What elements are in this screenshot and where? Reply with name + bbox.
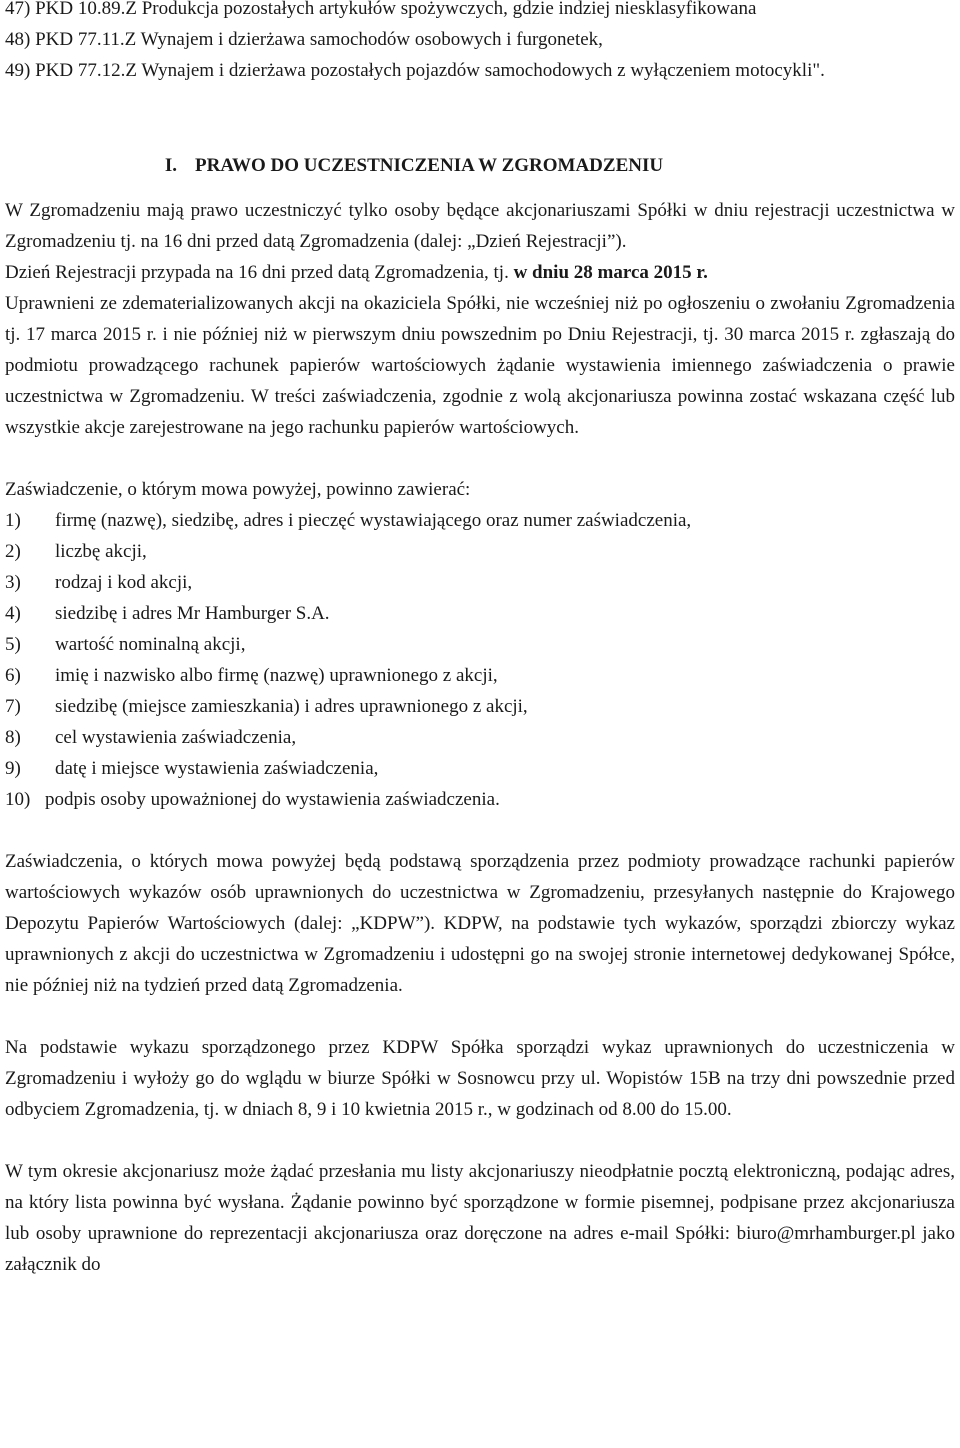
list-item-text: liczbę akcji,: [55, 541, 147, 562]
list-item-text: rodzaj i kod akcji,: [55, 572, 193, 593]
paragraph-certificate-request: Uprawnieni ze zdematerializowanych akcji na okaziciela Spółki, nie wcześniej niż po ogłoszeniu o zwołaniu Zgromadzenia tj. 17 marca 2015 r. i nie później niż w pierwszym dniu powszednim po Dniu Rejestracji, tj. 30 marca 2015 r. zgłaszają do podmiotu prowadzącego rachunek papierów wartościowych żądanie wystawienia imiennego zaświadczenia o prawie uczestnictwa w Zgromadzeniu. W treści zaświadczenia, zgodnie z wolą akcjonariusza powinna zostać wskazana część lub wszystkie akcje zarejestrowane na jego rachunku papierów wartościowych.: [5, 293, 955, 438]
list-item: [5, 598, 955, 629]
list-item-text: siedzibę (miejsce zamieszkania) i adres uprawnionego z akcji,: [55, 696, 528, 717]
section-title: PRAWO DO UCZESTNICZENIA W ZGROMADZENIU: [195, 155, 664, 176]
pkd-line-47: 47) PKD 10.89.Z Produkcja pozostałych artykułów spożywczych, gdzie indziej niesklasyfikowana: [5, 0, 757, 19]
paragraph-registration-day: [5, 257, 955, 288]
certificate-contents-intro: Zaświadczenie, o którym mowa powyżej, powinno zawierać:: [5, 479, 471, 500]
list-item: [5, 660, 955, 691]
registration-day-text: Dzień Rejestracji przypada na 16 dni przed datą Zgromadzenia, tj.: [5, 262, 514, 283]
list-item-number: 6): [5, 665, 21, 686]
document-page: [5, 0, 955, 1280]
list-item: [5, 784, 955, 815]
list-item-number: 7): [5, 696, 21, 717]
list-item: [5, 567, 955, 598]
paragraph-shareholder-list: Na podstawie wykazu sporządzonego przez KDPW Spółka sporządzi wykaz uprawnionych do uczestniczenia w Zgromadzeniu i wyłoży go do wglądu w biurze Spółki w Sosnowcu przy ul. Wopistów 15B na trzy dni powszednie przed odbyciem Zgromadzenia, tj. w dniach 8, 9 i 10 kwietnia 2015 r., w godzinach od 8.00 do 15.00.: [5, 1037, 955, 1120]
list-item-number: 8): [5, 727, 21, 748]
registration-day-date: w dniu 28 marca 2015 r.: [513, 262, 708, 283]
list-item-number: 5): [5, 634, 21, 655]
list-item: [5, 536, 955, 567]
list-item: [5, 629, 955, 660]
list-item-text: cel wystawienia zaświadczenia,: [55, 727, 297, 748]
list-item-text: imię i nazwisko albo firmę (nazwę) uprawnionego z akcji,: [55, 665, 498, 686]
list-item-number: 4): [5, 603, 21, 624]
list-item: [5, 505, 955, 536]
paragraph-participation-right: W Zgromadzeniu mają prawo uczestniczyć tylko osoby będące akcjonariuszami Spółki w dniu rejestracji uczestnictwa w Zgromadzeniu tj. na 16 dni przed datą Zgromadzenia (dalej: „Dzień Rejestracji”).: [5, 200, 955, 252]
list-item: [5, 722, 955, 753]
list-item: [5, 753, 955, 784]
list-item-number: 9): [5, 758, 21, 779]
paragraph-kdpw-lists: Zaświadczenia, o których mowa powyżej będą podstawą sporządzenia przez podmioty prowadzące rachunki papierów wartościowych wykazów osób uprawnionych do uczestnictwa w Zgromadzeniu, przesyłanych następnie do Krajowego Depozytu Papierów Wartościowych (dalej: „KDPW”). KDPW, na podstawie tych wykazów, sporządzi zbiorczy wykaz uprawnionych z akcji do uczestnictwa w Zgromadzeniu i udostępni go na swojej stronie internetowej dedykowanej Spółce, nie później niż na tydzień przed datą Zgromadzenia.: [5, 851, 955, 996]
list-item-text: siedzibę i adres Mr Hamburger S.A.: [55, 603, 330, 624]
list-item-text: firmę (nazwę), siedzibę, adres i pieczęć wystawiającego oraz numer zaświadczenia,: [55, 510, 692, 531]
list-item-text: podpis osoby upoważnionej do wystawienia zaświadczenia.: [45, 789, 500, 810]
pkd-line-48: 48) PKD 77.11.Z Wynajem i dzierżawa samochodów osobowych i furgonetek,: [5, 29, 603, 50]
list-item: [5, 691, 955, 722]
section-number: I.: [164, 155, 178, 176]
list-item-text: wartość nominalną akcji,: [55, 634, 246, 655]
list-item-number: 1): [5, 510, 21, 531]
list-item-text: datę i miejsce wystawienia zaświadczenia,: [55, 758, 379, 779]
list-item-number: 10): [5, 789, 31, 810]
pkd-line-49: 49) PKD 77.12.Z Wynajem i dzierżawa pozostałych pojazdów samochodowych z wyłączeniem motocykli".: [5, 60, 825, 81]
certificate-contents-list: [5, 505, 955, 815]
section-heading: [5, 150, 955, 181]
paragraph-list-request: W tym okresie akcjonariusz może żądać przesłania mu listy akcjonariuszy nieodpłatnie pocztą elektroniczną, podając adres, na który lista powinna być wysłana. Żądanie powinno być sporządzone w formie pisemnej, podpisane przez akcjonariusza lub osoby uprawnione do reprezentacji akcjonariusza oraz doręczone na adres e-mail Spółki: biuro@mrhamburger.pl jako załącznik do: [5, 1161, 955, 1275]
list-item-number: 2): [5, 541, 21, 562]
list-item-number: 3): [5, 572, 21, 593]
